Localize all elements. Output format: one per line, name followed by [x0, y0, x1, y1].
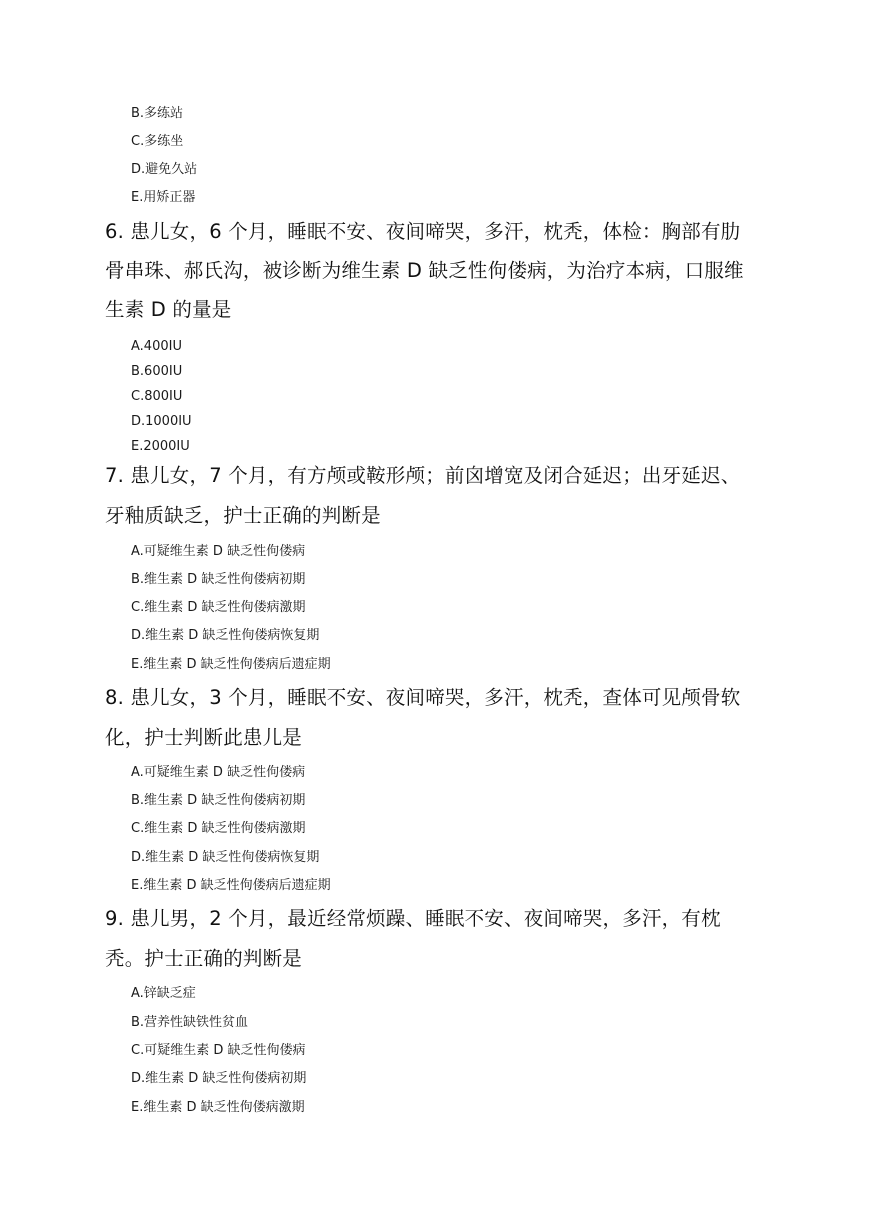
- q9-option-e: E.维生素 D 缺乏性佝偻病激期: [131, 1100, 305, 1115]
- q6-stem-line-2: 骨串珠、郝氏沟，被诊断为维生素 D 缺乏性佝偻病，为治疗本病，口服维: [105, 259, 744, 282]
- q9-option-c: C.可疑维生素 D 缺乏性佝偻病: [131, 1043, 306, 1058]
- q9-option-a: A.锌缺乏症: [131, 986, 196, 1001]
- q6-option-c: C.800IU: [131, 389, 183, 404]
- q9-option-d: D.维生素 D 缺乏性佝偻病初期: [131, 1071, 307, 1086]
- q7-option-d: D.维生素 D 缺乏性佝偻病恢复期: [131, 628, 320, 643]
- q5-option-b: B.多练站: [131, 106, 184, 121]
- q9-option-b: B.营养性缺铁性贫血: [131, 1015, 249, 1030]
- q8-option-d: D.维生素 D 缺乏性佝偻病恢复期: [131, 850, 320, 865]
- q5-option-c: C.多练坐: [131, 134, 184, 149]
- q7-option-c: C.维生素 D 缺乏性佝偻病激期: [131, 600, 306, 615]
- q8-option-a: A.可疑维生素 D 缺乏性佝偻病: [131, 765, 306, 780]
- q6-option-d: D.1000IU: [131, 414, 192, 429]
- q6-option-b: B.600IU: [131, 364, 183, 379]
- q8-stem-line-1: 8. 患儿女，3 个月，睡眠不安、夜间啼哭，多汗，枕秃，查体可见颅骨软: [105, 686, 741, 709]
- q7-option-e: E.维生素 D 缺乏性佝偻病后遗症期: [131, 657, 331, 672]
- q9-stem-line-1: 9. 患儿男，2 个月，最近经常烦躁、睡眠不安、夜间啼哭，多汗，有枕: [105, 907, 721, 930]
- q6-stem-line-1: 6. 患儿女，6 个月，睡眠不安、夜间啼哭，多汗，枕秃，体检：胸部有肋: [105, 220, 741, 243]
- q6-option-e: E.2000IU: [131, 439, 190, 454]
- q5-option-d: D.避免久站: [131, 162, 198, 177]
- q5-option-e: E.用矫正器: [131, 190, 196, 205]
- q8-option-c: C.维生素 D 缺乏性佝偻病激期: [131, 821, 306, 836]
- q8-option-e: E.维生素 D 缺乏性佝偻病后遗症期: [131, 878, 331, 893]
- q9-stem-line-2: 秃。护士正确的判断是: [105, 947, 303, 970]
- q6-stem-line-3: 生素 D 的量是: [105, 298, 232, 321]
- q6-option-a: A.400IU: [131, 339, 182, 354]
- q7-option-b: B.维生素 D 缺乏性佝偻病初期: [131, 572, 306, 587]
- q7-option-a: A.可疑维生素 D 缺乏性佝偻病: [131, 544, 306, 559]
- q7-stem-line-2: 牙釉质缺乏，护士正确的判断是: [105, 504, 381, 527]
- q7-stem-line-1: 7. 患儿女，7 个月，有方颅或鞍形颅；前囟增宽及闭合延迟；出牙延迟、: [105, 464, 741, 487]
- q8-stem-line-2: 化，护士判断此患儿是: [105, 726, 303, 749]
- q8-option-b: B.维生素 D 缺乏性佝偻病初期: [131, 793, 306, 808]
